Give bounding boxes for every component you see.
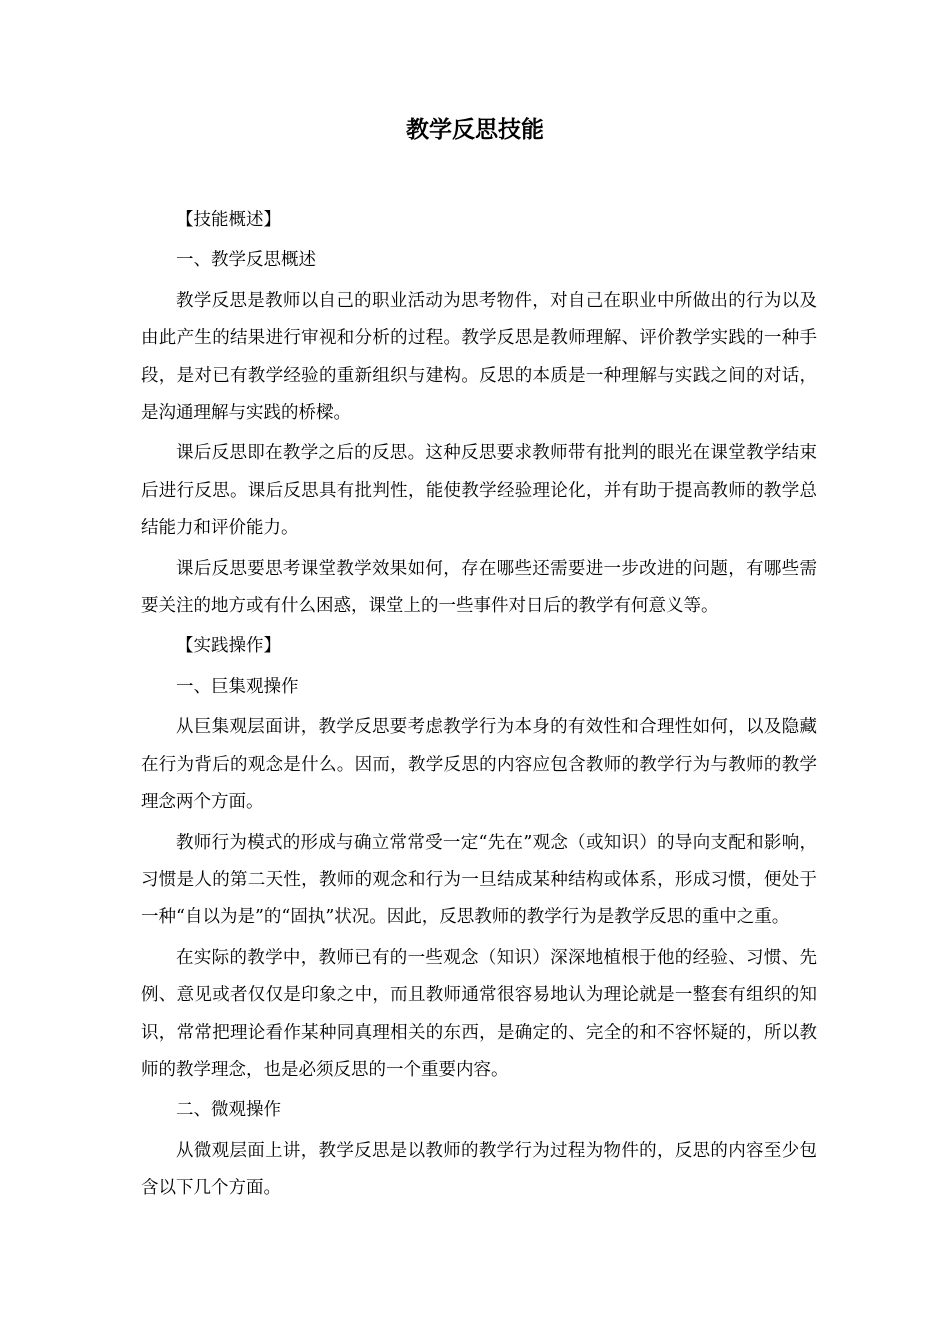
paragraph-reflection-definition: 教学反思是教师以自己的职业活动为思考物件，对自己在职业中所做出的行为以及由此产生的结果进行审视和分析的过程。教学反思是教师理解、评价教学实践的一种手段，是对已有教学经验的重新组织与建构。反思的本质是一种理解与实践之间的对话，是沟通理解与实践的桥樑。 bbox=[141, 290, 817, 424]
subheading-micro-operation: 二、微观操作 bbox=[176, 1100, 281, 1121]
paragraph-post-class-questions: 课后反思要思考课堂教学效果如何，存在哪些还需要进一步改进的问题，有哪些需要关注的地方或有什么困惑，课堂上的一些事件对日后的教学有何意义等。 bbox=[141, 558, 817, 617]
paragraph-teaching-concepts: 在实际的教学中，教师已有的一些观念（知识）深深地植根于他的经验、习惯、先例、意见或者仅仅是印象之中，而且教师通常很容易地认为理论就是一整套有组织的知识，常常把理论看作某种同真理相关的东西，是确定的、完全的和不容怀疑的，所以教师的教学理念，也是必须反思的一个重要内容。 bbox=[141, 947, 817, 1080]
document-title: 教学反思技能 bbox=[406, 117, 544, 143]
paragraph-micro-level: 从微观层面上讲，教学反思是以教师的教学行为过程为物件的，反思的内容至少包含以下几个方面。 bbox=[141, 1140, 817, 1199]
paragraph-macro-level: 从巨集观层面讲，教学反思要考虑教学行为本身的有效性和合理性如何，以及隐藏在行为背后的观念是什么。因而，教学反思的内容应包含教师的教学行为与教师的教学理念两个方面。 bbox=[141, 717, 817, 813]
paragraph-behavior-patterns: 教师行为模式的形成与确立常常受一定“先在”观念（或知识）的导向支配和影响，习惯是人的第二天性，教师的观念和行为一旦结成某种结构或体系，形成习惯，便处于一种“自以为是”的“固执”状况。因此，反思教师的教学行为是教学反思的重中之重。 bbox=[141, 832, 817, 928]
document-body bbox=[141, 202, 817, 1211]
section-heading-practice: 【实践操作】 bbox=[176, 636, 281, 657]
subheading-reflection-overview: 一、教学反思概述 bbox=[176, 250, 316, 271]
paragraph-post-class-reflection: 课后反思即在教学之后的反思。这种反思要求教师带有批判的眼光在课堂教学结束后进行反思。课后反思具有批判性，能使教学经验理论化，并有助于提高教师的教学总结能力和评价能力。 bbox=[141, 443, 817, 539]
subheading-macro-operation: 一、巨集观操作 bbox=[176, 676, 299, 697]
section-heading-overview: 【技能概述】 bbox=[176, 210, 281, 230]
